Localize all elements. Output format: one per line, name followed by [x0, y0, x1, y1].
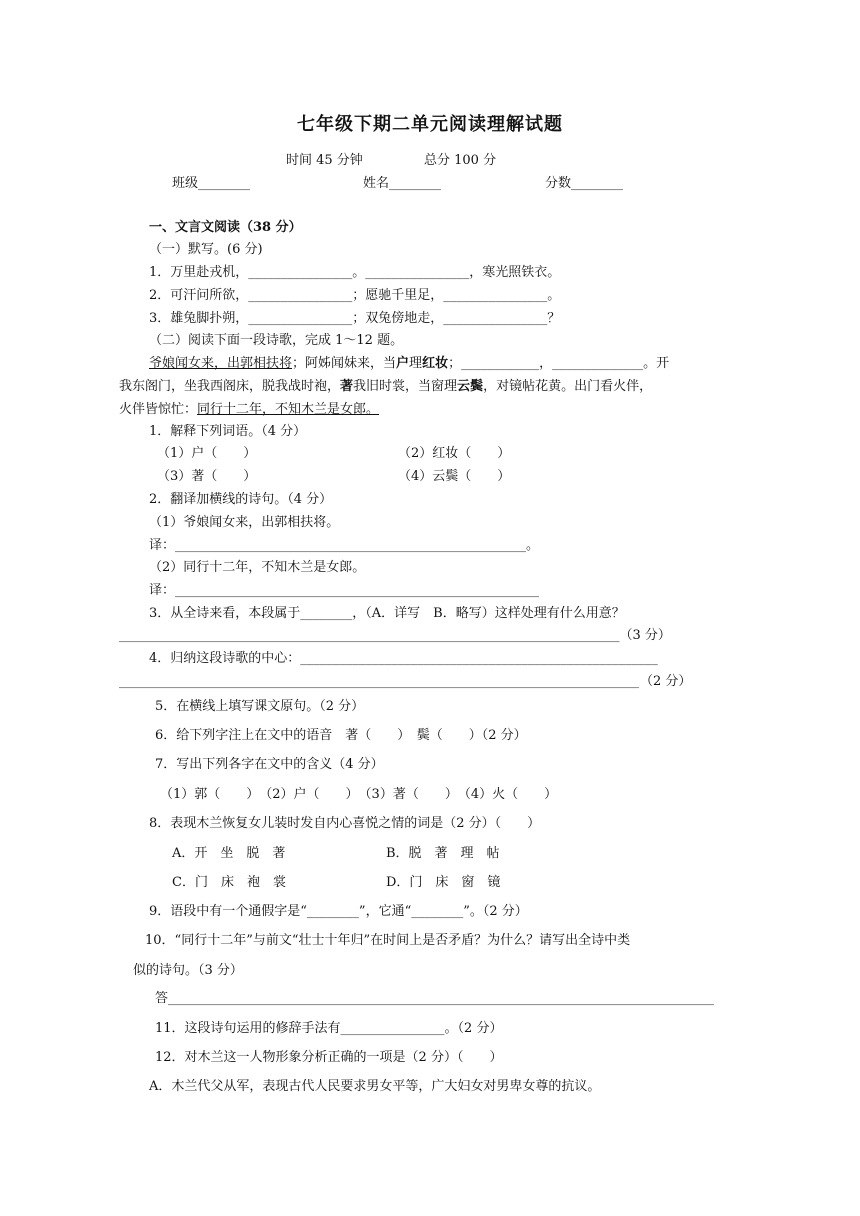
- part-heading: （二）阅读下面一段诗歌，完成 1～12 题。: [149, 333, 404, 348]
- q12-stem: 12．对木兰这一人物形象分析正确的一项是（2 分）（ ）: [155, 1050, 503, 1065]
- q3-answer-line: _____________________________________________________________________________（3 分）: [119, 628, 671, 643]
- class-field: 班级________: [172, 176, 251, 191]
- q7-stem: 7．写出下列各字在文中的含义（4 分）: [155, 757, 384, 772]
- question-5: 5．在横线上填写课文原句。（2 分）: [155, 699, 365, 714]
- key-word: 著: [340, 379, 354, 394]
- poem-line-2: 我东阁门，坐我西阁床，脱我战时袍，著我旧时裳，当窗理云鬓，对镜帖花黄。出门看火伴，: [119, 379, 653, 394]
- q1-item: （4）云鬓（ ）: [398, 469, 511, 484]
- part-heading: （一）默写。(6 分): [149, 242, 263, 257]
- poem-line-1: 爷娘闻女来，出郭相扶将；阿姊闻妹来，当户理红妆；____________，______________。开: [149, 356, 670, 371]
- q1-item: （1）户（ ）: [157, 446, 257, 461]
- section-heading: 一、文言文阅读（38 分）: [149, 220, 302, 235]
- q4-answer-line: ________________________________________________________________________________: [119, 674, 639, 689]
- q3-stem: 3．从全诗来看，本段属于________，（A．详写 B．略写）这样处理有什么用意？: [149, 606, 625, 621]
- question-6: 6．给下列字注上在文中的语音 著（ ） 鬓（ ）（2 分）: [155, 728, 527, 743]
- q8-option-a: A．开 坐 脱 著: [172, 846, 286, 861]
- page-title: 七年级下期二单元阅读理解试题: [297, 114, 563, 135]
- key-word: 云鬓: [457, 379, 484, 394]
- underlined-sentence: 爷娘闻女来，出郭相扶将: [149, 356, 293, 371]
- q10-stem-cont: 似的诗句。（3 分）: [133, 963, 243, 978]
- q8-stem: 8．表现木兰恢复女儿装时发自内心喜悦之情的词是（2 分）（ ）: [149, 816, 541, 831]
- question-11: 11．这段诗句运用的修辞手法有________________。（2 分）: [155, 1021, 503, 1036]
- q1-stem: 1．解释下列词语。（4 分）: [149, 424, 307, 439]
- poem-line-3: 火伴皆惊忙：同行十二年，不知木兰是女郎。: [119, 402, 380, 417]
- score-field: 分数________: [545, 176, 624, 191]
- q1-item: （2）红妆（ ）: [398, 446, 511, 461]
- q12-option-a: A．木兰代父从军，表现古代人民要求男女平等，广大妇女对男卑女尊的抗议。: [149, 1079, 601, 1094]
- question-3: 3．雄兔脚扑朔，________________；双兔傍地走，________________？: [149, 311, 561, 326]
- key-word: 红妆: [422, 356, 449, 371]
- key-word: 户: [396, 356, 410, 371]
- q8-option-b: B．脱 著 理 帖: [386, 846, 500, 861]
- q10-answer-line: 答____________________________________________________________________________________: [155, 991, 714, 1006]
- exam-time: 时间 45 分钟: [286, 153, 363, 168]
- q1-item: （3）著（ ）: [157, 469, 257, 484]
- q7-items: （1）郭（ ） （2）户（ ） （3）著（ ） （4）火（ ）: [160, 787, 558, 802]
- q2-answer-line: 译：______________________________________________________。: [149, 538, 540, 553]
- q8-option-d: D．门 床 窗 镜: [386, 875, 501, 890]
- exam-total-score: 总分 100 分: [424, 153, 497, 168]
- question-1: 1．万里赴戎机，________________。________________，寒光照铁衣。: [149, 265, 561, 280]
- q2-sentence: （2）同行十二年，不知木兰是女郎。: [149, 560, 366, 575]
- q2-sentence: （1）爷娘闻女来，出郭相扶将。: [149, 515, 340, 530]
- q2-answer-line: 译：________________________________________________________: [149, 583, 540, 598]
- q4-score: （2 分）: [640, 674, 692, 689]
- q8-option-c: C．门 床 袍 裳: [172, 875, 286, 890]
- name-field: 姓名________: [363, 176, 442, 191]
- q10-stem: 10．“同行十二年”与前文“壮士十年归”在时间上是否矛盾？为什么？请写出全诗中类: [145, 933, 631, 948]
- q2-stem: 2．翻译加横线的诗句。（4 分）: [149, 492, 333, 507]
- question-2: 2．可汗问所欲，________________；愿驰千里足，________________。: [149, 288, 561, 303]
- q4-stem: 4．归纳这段诗歌的中心：_______________________________________________________: [149, 651, 658, 666]
- question-9: 9．语段中有一个通假字是“________”，它通“________”。（2 分）: [149, 904, 528, 919]
- underlined-sentence: 同行十二年，不知木兰是女郎。: [197, 402, 380, 417]
